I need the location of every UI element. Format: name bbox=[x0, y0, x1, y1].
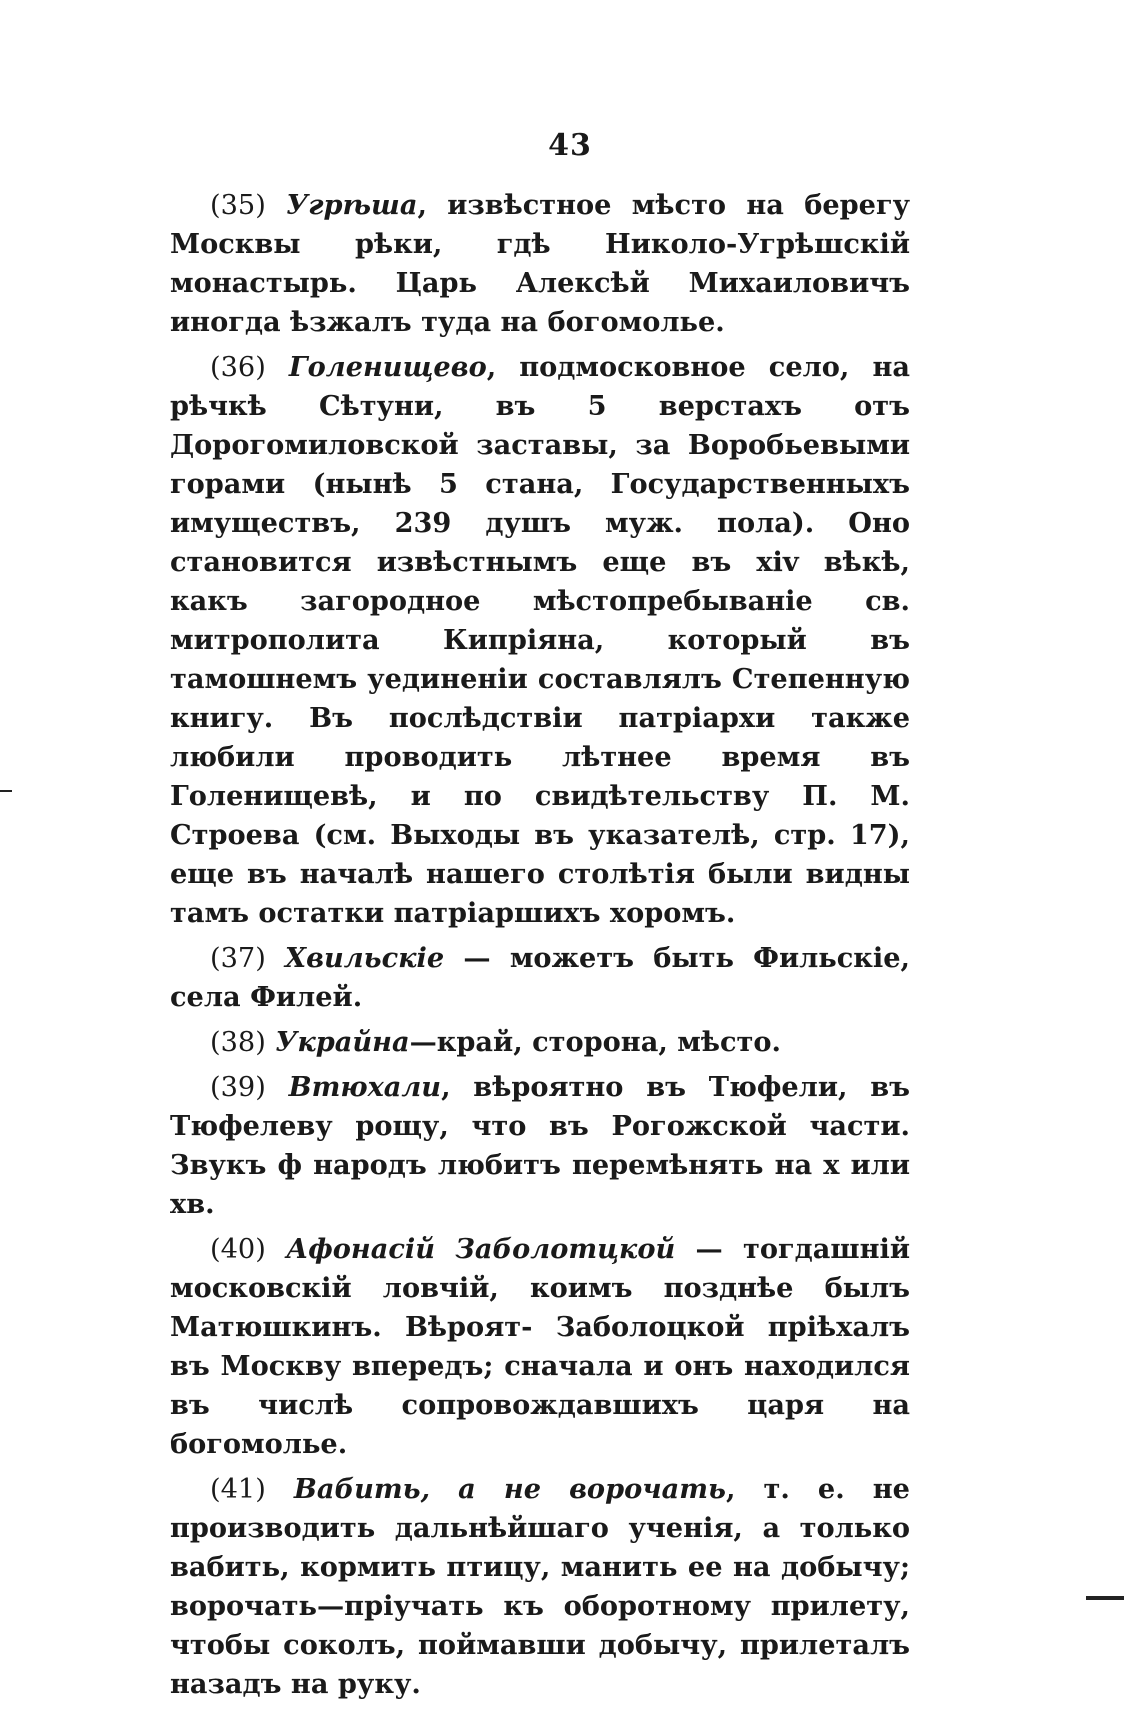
note-36 bbox=[170, 348, 910, 933]
note-37 bbox=[170, 939, 910, 1017]
note-40 bbox=[170, 1230, 910, 1464]
note-38 bbox=[170, 1023, 910, 1062]
note-39 bbox=[170, 1068, 910, 1224]
scan-mark-left bbox=[0, 790, 12, 792]
note-text: — тогдашній московскій ловчій, коимъ позднѣе былъ Матюшкинъ. Вѣроят- Заболоцкой пріѣхалъ въ Москву впередъ; сначала и онъ находился въ числѣ сопровождавшихъ царя на богомолье. bbox=[170, 1233, 911, 1460]
page-number: 43 bbox=[548, 128, 592, 163]
note-text: , т. е. не производить дальнѣйшаго ученія, а только вабить, кормить птицу, манить ее на добычу; ворочать—пріучать къ оборотному прилету, чтобы соколъ, поймавши добычу, прилеталъ назадъ на руку. bbox=[170, 1473, 910, 1700]
note-term: Угрѣша bbox=[286, 189, 418, 221]
scan-mark-right bbox=[1086, 1596, 1124, 1600]
note-term: Украйна bbox=[275, 1026, 410, 1058]
note-number: (36) bbox=[210, 352, 266, 383]
notes-list bbox=[170, 186, 910, 1710]
note-number: (40) bbox=[210, 1234, 266, 1265]
note-35 bbox=[170, 186, 910, 342]
note-41 bbox=[170, 1470, 910, 1704]
note-term: Афонасій Заболотцкой bbox=[286, 1233, 676, 1265]
note-number: (39) bbox=[210, 1072, 266, 1103]
note-number: (41) bbox=[210, 1474, 266, 1505]
note-text: , извѣстное мѣсто на берегу Москвы рѣки, гдѣ Николо-Угрѣшскій монастырь. Царь Алексѣй Михаиловичъ иногда ѣзжалъ туда на богомолье. bbox=[170, 189, 911, 338]
note-text: — можетъ быть Фильскіе, села Филей. bbox=[170, 942, 911, 1013]
note-text: —край, сторона, мѣсто. bbox=[409, 1026, 781, 1058]
note-text: , вѣроятно въ Тюфели, въ Тюфелеву рощу, что въ Рогожской части. Звукъ ф народъ любитъ перемѣнять на х или хв. bbox=[170, 1071, 910, 1220]
note-term: Вабить, а не ворочать bbox=[293, 1473, 726, 1505]
note-number: (38) bbox=[210, 1027, 266, 1058]
note-term: Голенищево bbox=[288, 351, 487, 383]
note-number: (35) bbox=[210, 190, 266, 221]
note-number: (37) bbox=[210, 943, 266, 974]
note-term: Втюхали bbox=[288, 1071, 442, 1103]
note-text: , подмосковное село, на рѣчкѣ Сѣтуни, въ 5 верстахъ отъ Дорогомиловской заставы, за Воробьевыми горами (нынѣ 5 стана, Государственныхъ имуществъ, 239 душъ муж. пола). Оно становится извѣстнымъ еще въ xiv вѣкѣ, какъ загородное мѣстопребываніе св. митрополита Кипріяна, который въ тамошнемъ уединеніи составлялъ Степенную книгу. Въ послѣдствіи патріархи также любили проводить лѣтнее время въ Голенищевѣ, и по свидѣтельству П. М. Строева (см. Выходы въ указателѣ, стр. 17), еще въ началѣ нашего столѣтія были видны тамъ остатки патріаршихъ хоромъ. bbox=[170, 351, 910, 929]
note-term: Хвильскіе bbox=[285, 942, 445, 974]
